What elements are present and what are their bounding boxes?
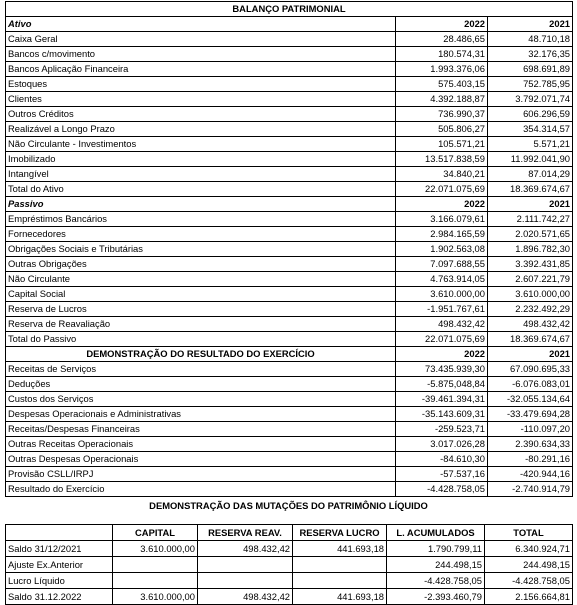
ativo-value-2022: 1.993.376,06 bbox=[396, 62, 488, 77]
ativo-row bbox=[6, 182, 573, 197]
ativo-value-2021: 606.296,59 bbox=[488, 107, 573, 122]
passivo-value-2022: 2.984.165,59 bbox=[396, 227, 488, 242]
passivo-value-2021: 18.369.674,67 bbox=[488, 332, 573, 347]
dre-row bbox=[6, 437, 573, 452]
dre-value-2022: -39.461.394,31 bbox=[396, 392, 488, 407]
dre-item-label: Outras Despesas Operacionais bbox=[6, 452, 396, 467]
dmpl-header-l-acumulados: L. ACUMULADOS bbox=[387, 525, 485, 541]
dre-value-2021: -6.076.083,01 bbox=[488, 377, 573, 392]
ativo-value-2021: 5.571,21 bbox=[488, 137, 573, 152]
dmpl-table bbox=[5, 524, 573, 605]
ativo-item-label: Estoques bbox=[6, 77, 396, 92]
passivo-value-2021: 498.432,42 bbox=[488, 317, 573, 332]
ativo-value-2022: 34.840,21 bbox=[396, 167, 488, 182]
dre-item-label: Resultado do Exercício bbox=[6, 482, 396, 497]
dmpl-capital-value bbox=[113, 573, 198, 589]
balanco-title: BALANÇO PATRIMONIAL bbox=[6, 2, 573, 17]
passivo-value-2021: 2.232.492,29 bbox=[488, 302, 573, 317]
passivo-header-label: Passivo bbox=[6, 197, 396, 212]
ativo-value-2022: 736.990,37 bbox=[396, 107, 488, 122]
dre-item-label: Despesas Operacionais e Administrativas bbox=[6, 407, 396, 422]
dmpl-row bbox=[6, 541, 573, 557]
dmpl-l-acumulados-value: 244.498,15 bbox=[387, 557, 485, 573]
ativo-value-2022: 575.403,15 bbox=[396, 77, 488, 92]
ativo-item-label: Bancos Aplicação Financeira bbox=[6, 62, 396, 77]
ativo-item-label: Outros Créditos bbox=[6, 107, 396, 122]
passivo-item-label: Fornecedores bbox=[6, 227, 396, 242]
ativo-value-2022: 4.392.188,87 bbox=[396, 92, 488, 107]
passivo-item-label: Reserva de Lucros bbox=[6, 302, 396, 317]
dmpl-reserva-lucro-value bbox=[293, 557, 387, 573]
ativo-item-label: Imobilizado bbox=[6, 152, 396, 167]
passivo-item-label: Não Circulante bbox=[6, 272, 396, 287]
dmpl-capital-value: 3.610.000,00 bbox=[113, 541, 198, 557]
dmpl-row-label: Saldo 31/12/2021 bbox=[6, 541, 113, 557]
dmpl-reserva-reav-value bbox=[198, 557, 293, 573]
passivo-item-label: Total do Passivo bbox=[6, 332, 396, 347]
ativo-value-2021: 32.176,35 bbox=[488, 47, 573, 62]
ativo-value-2021: 3.792.071,74 bbox=[488, 92, 573, 107]
passivo-header-year-2022: 2022 bbox=[396, 197, 488, 212]
ativo-row bbox=[6, 77, 573, 92]
passivo-value-2022: 498.432,42 bbox=[396, 317, 488, 332]
passivo-value-2022: 4.763.914,05 bbox=[396, 272, 488, 287]
passivo-row bbox=[6, 272, 573, 287]
dre-value-2021: -420.944,16 bbox=[488, 467, 573, 482]
dre-header-year-2022: 2022 bbox=[396, 347, 488, 362]
ativo-item-label: Clientes bbox=[6, 92, 396, 107]
ativo-value-2021: 48.710,18 bbox=[488, 32, 573, 47]
passivo-value-2021: 1.896.782,30 bbox=[488, 242, 573, 257]
ativo-value-2021: 354.314,57 bbox=[488, 122, 573, 137]
dre-value-2021: 67.090.695,33 bbox=[488, 362, 573, 377]
passivo-row bbox=[6, 317, 573, 332]
dre-value-2022: 73.435.939,30 bbox=[396, 362, 488, 377]
dmpl-l-acumulados-value: -2.393.460,79 bbox=[387, 589, 485, 605]
dmpl-capital-value bbox=[113, 557, 198, 573]
ativo-value-2022: 105.571,21 bbox=[396, 137, 488, 152]
dre-row bbox=[6, 362, 573, 377]
dre-value-2021: -110.097,20 bbox=[488, 422, 573, 437]
passivo-value-2021: 2.111.742,27 bbox=[488, 212, 573, 227]
dre-item-label: Receitas de Serviços bbox=[6, 362, 396, 377]
ativo-item-label: Total do Ativo bbox=[6, 182, 396, 197]
ativo-header-year-2022: 2022 bbox=[396, 17, 488, 32]
ativo-value-2021: 11.992.041,90 bbox=[488, 152, 573, 167]
passivo-item-label: Outras Obrigações bbox=[6, 257, 396, 272]
dre-header-year-2021: 2021 bbox=[488, 347, 573, 362]
passivo-value-2022: 1.902.563,08 bbox=[396, 242, 488, 257]
dmpl-header-total: TOTAL bbox=[485, 525, 573, 541]
passivo-value-2022: 3.610.000,00 bbox=[396, 287, 488, 302]
dmpl-header-capital: CAPITAL bbox=[113, 525, 198, 541]
passivo-row bbox=[6, 287, 573, 302]
dmpl-total-value: 6.340.924,71 bbox=[485, 541, 573, 557]
ativo-item-label: Intangível bbox=[6, 167, 396, 182]
dre-row bbox=[6, 392, 573, 407]
passivo-value-2022: 7.097.688,55 bbox=[396, 257, 488, 272]
dre-value-2022: -57.537,16 bbox=[396, 467, 488, 482]
dre-value-2022: -259.523,71 bbox=[396, 422, 488, 437]
dmpl-capital-value: 3.610.000,00 bbox=[113, 589, 198, 605]
ativo-value-2022: 180.574,31 bbox=[396, 47, 488, 62]
dmpl-header-reserva-lucro: RESERVA LUCRO bbox=[293, 525, 387, 541]
ativo-value-2022: 28.486,65 bbox=[396, 32, 488, 47]
ativo-row bbox=[6, 107, 573, 122]
ativo-row bbox=[6, 47, 573, 62]
ativo-item-label: Caixa Geral bbox=[6, 32, 396, 47]
passivo-row bbox=[6, 242, 573, 257]
dmpl-header-row bbox=[6, 525, 573, 541]
dmpl-total-value: 2.156.664,81 bbox=[485, 589, 573, 605]
dmpl-row-label: Saldo 31.12.2022 bbox=[6, 589, 113, 605]
ativo-value-2022: 505.806,27 bbox=[396, 122, 488, 137]
passivo-value-2021: 3.392.431,85 bbox=[488, 257, 573, 272]
dre-value-2022: -4.428.758,05 bbox=[396, 482, 488, 497]
ativo-value-2022: 13.517.838,59 bbox=[396, 152, 488, 167]
dre-value-2021: 2.390.634,33 bbox=[488, 437, 573, 452]
ativo-row bbox=[6, 137, 573, 152]
passivo-item-label: Obrigações Sociais e Tributárias bbox=[6, 242, 396, 257]
ativo-item-label: Realizável a Longo Prazo bbox=[6, 122, 396, 137]
dre-value-2022: -5.875,048,84 bbox=[396, 377, 488, 392]
ativo-header-row bbox=[6, 17, 573, 32]
dmpl-reserva-lucro-value: 441.693,18 bbox=[293, 541, 387, 557]
passivo-row bbox=[6, 332, 573, 347]
ativo-row bbox=[6, 122, 573, 137]
passivo-value-2022: 22.071.075,69 bbox=[396, 332, 488, 347]
balanco-title-row bbox=[6, 2, 573, 17]
ativo-value-2021: 87.014,29 bbox=[488, 167, 573, 182]
dre-value-2022: -35.143.609,31 bbox=[396, 407, 488, 422]
dre-value-2021: -33.479.694,28 bbox=[488, 407, 573, 422]
dmpl-header-blank bbox=[6, 525, 113, 541]
passivo-item-label: Empréstimos Bancários bbox=[6, 212, 396, 227]
ativo-row bbox=[6, 167, 573, 182]
dmpl-reserva-lucro-value: 441.693,18 bbox=[293, 589, 387, 605]
ativo-row bbox=[6, 32, 573, 47]
dmpl-total-value: -4.428.758,05 bbox=[485, 573, 573, 589]
dmpl-row-label: Lucro Líquido bbox=[6, 573, 113, 589]
dre-item-label: Outras Receitas Operacionais bbox=[6, 437, 396, 452]
dre-value-2022: 3.017.026,28 bbox=[396, 437, 488, 452]
dre-item-label: Custos dos Serviços bbox=[6, 392, 396, 407]
passivo-value-2022: 3.166.079,61 bbox=[396, 212, 488, 227]
dre-row bbox=[6, 452, 573, 467]
dre-value-2021: -2.740.914,79 bbox=[488, 482, 573, 497]
dmpl-reserva-lucro-value bbox=[293, 573, 387, 589]
dre-value-2021: -32.055.134,64 bbox=[488, 392, 573, 407]
ativo-value-2021: 752.785,95 bbox=[488, 77, 573, 92]
passivo-row bbox=[6, 227, 573, 242]
dre-row bbox=[6, 467, 573, 482]
dmpl-reserva-reav-value: 498.432,42 bbox=[198, 589, 293, 605]
dre-item-label: Provisão CSLL/IRPJ bbox=[6, 467, 396, 482]
dre-value-2021: -80.291,16 bbox=[488, 452, 573, 467]
ativo-row bbox=[6, 62, 573, 77]
dmpl-total-value: 244.498,15 bbox=[485, 557, 573, 573]
balanco-body bbox=[6, 2, 573, 497]
balanco-patrimonial-table bbox=[5, 1, 573, 497]
ativo-value-2021: 698.691,89 bbox=[488, 62, 573, 77]
passivo-item-label: Capital Social bbox=[6, 287, 396, 302]
passivo-header-year-2021: 2021 bbox=[488, 197, 573, 212]
ativo-value-2021: 18.369.674,67 bbox=[488, 182, 573, 197]
passivo-row bbox=[6, 257, 573, 272]
ativo-header-year-2021: 2021 bbox=[488, 17, 573, 32]
dre-header-row bbox=[6, 347, 573, 362]
dre-item-label: Receitas/Despesas Financeiras bbox=[6, 422, 396, 437]
ativo-item-label: Bancos c/movimento bbox=[6, 47, 396, 62]
dre-row bbox=[6, 407, 573, 422]
dmpl-body bbox=[6, 525, 573, 605]
dre-row bbox=[6, 377, 573, 392]
dmpl-header-reserva-reav: RESERVA REAV. bbox=[198, 525, 293, 541]
dre-item-label: Deduções bbox=[6, 377, 396, 392]
passivo-row bbox=[6, 302, 573, 317]
passivo-header-row bbox=[6, 197, 573, 212]
dre-title: DEMONSTRAÇÃO DO RESULTADO DO EXERCÍCIO bbox=[6, 347, 396, 362]
dmpl-row bbox=[6, 557, 573, 573]
dmpl-title: DEMONSTRAÇÃO DAS MUTAÇÕES DO PATRIMÔNIO LÍQUIDO bbox=[149, 500, 428, 511]
dmpl-l-acumulados-value: 1.790.799,11 bbox=[387, 541, 485, 557]
ativo-header-label: Ativo bbox=[6, 17, 396, 32]
passivo-value-2021: 2.607.221,79 bbox=[488, 272, 573, 287]
dmpl-reserva-reav-value bbox=[198, 573, 293, 589]
dmpl-row bbox=[6, 573, 573, 589]
ativo-item-label: Não Circulante - Investimentos bbox=[6, 137, 396, 152]
passivo-value-2021: 3.610.000,00 bbox=[488, 287, 573, 302]
dre-row bbox=[6, 482, 573, 497]
dre-row bbox=[6, 422, 573, 437]
ativo-row bbox=[6, 92, 573, 107]
passivo-value-2021: 2.020.571,65 bbox=[488, 227, 573, 242]
passivo-row bbox=[6, 212, 573, 227]
dmpl-row bbox=[6, 589, 573, 605]
passivo-value-2022: -1.951.767,61 bbox=[396, 302, 488, 317]
ativo-value-2022: 22.071.075,69 bbox=[396, 182, 488, 197]
dmpl-row-label: Ajuste Ex.Anterior bbox=[6, 557, 113, 573]
passivo-item-label: Reserva de Reavaliação bbox=[6, 317, 396, 332]
dmpl-reserva-reav-value: 498.432,42 bbox=[198, 541, 293, 557]
dmpl-l-acumulados-value: -4.428.758,05 bbox=[387, 573, 485, 589]
ativo-row bbox=[6, 152, 573, 167]
dre-value-2022: -84.610,30 bbox=[396, 452, 488, 467]
